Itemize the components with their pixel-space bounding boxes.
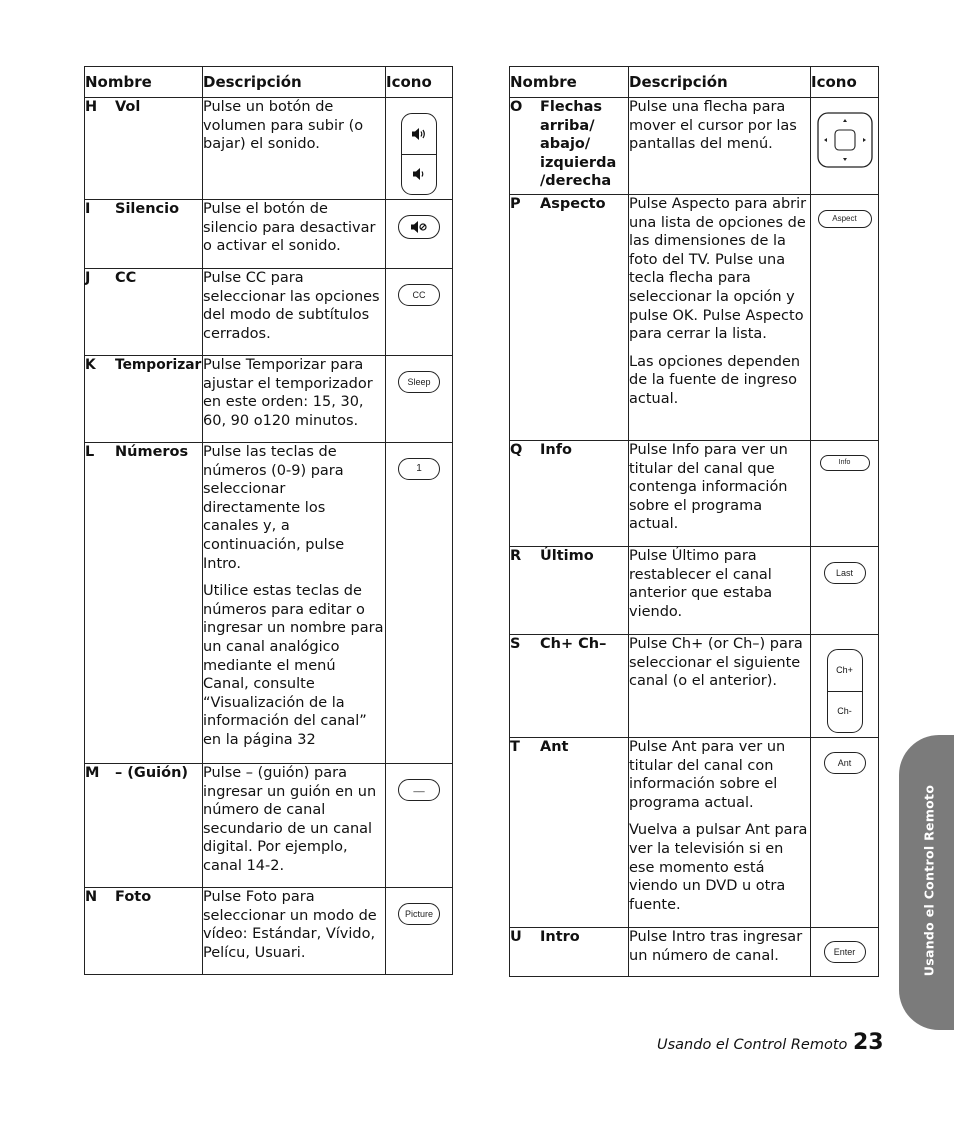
- row-letter: S: [510, 636, 521, 652]
- row-letter: H: [85, 99, 98, 115]
- table-row: [85, 269, 453, 356]
- table-row: [85, 888, 453, 975]
- row-description: Las opciones dependen de la fuente de ingreso actual.: [629, 353, 801, 407]
- chapter-tab-label: Usando el Control Remoto: [921, 784, 937, 977]
- row-name: Silencio: [115, 201, 180, 217]
- row-name: Vol: [115, 99, 141, 115]
- row-description: Pulse Foto para seleccionar un modo de vídeo: Estándar, Vívido, Pelícu, Usuari.: [203, 889, 377, 961]
- volume-up-icon: [402, 114, 436, 155]
- row-description: Pulse un botón de volumen para subir (o bajar) el sonido.: [203, 99, 364, 153]
- row-description: Pulse CC para seleccionar las opciones del modo de subtítulos cerrados.: [203, 270, 380, 342]
- row-description: Pulse las teclas de números (0-9) para seleccionar directamente los canales y, a continuación, pulse Intro.: [203, 444, 345, 572]
- enter-button-icon: Enter: [824, 941, 866, 963]
- row-letter: K: [85, 357, 96, 373]
- header-description: Descripción: [203, 67, 386, 98]
- mute-icon: [398, 215, 440, 239]
- table-row: [510, 738, 879, 928]
- table-row: [510, 195, 879, 441]
- row-letter: M: [85, 765, 100, 781]
- row-name: Flechas arriba/ abajo/ izquierda /derecha: [540, 99, 617, 190]
- row-letter: R: [510, 548, 522, 564]
- table-row: [85, 200, 453, 269]
- table-row: [510, 928, 879, 977]
- row-letter: Q: [510, 442, 523, 458]
- row-description: Pulse Aspecto para abrir una lista de opciones de las dimensiones de la foto del TV. Pulse una tecla flecha para seleccionar la opción y pulse OK. Pulse Aspecto para cerrar la lista.: [629, 196, 807, 343]
- row-description: Pulse Temporizar para ajustar el temporizador en este orden: 15, 30, 60, 90 o120 minutos.: [203, 357, 373, 429]
- cc-button-icon: CC: [398, 284, 440, 306]
- table-row: [510, 98, 879, 195]
- table-row: [85, 356, 453, 443]
- header-row: [85, 67, 453, 98]
- table-row: [85, 98, 453, 200]
- info-button-icon: Info: [820, 455, 870, 471]
- row-description: Pulse – (guión) para ingresar un guión en un número de canal secundario de un canal digital. Por ejemplo, canal 14-2.: [203, 765, 377, 874]
- row-letter: N: [85, 889, 98, 905]
- row-name: Números: [115, 444, 189, 460]
- right-table: [509, 66, 879, 977]
- row-name: Foto: [115, 889, 152, 905]
- row-name: Ant: [540, 739, 569, 755]
- footer-title: Usando el Control Remoto: [657, 1037, 848, 1053]
- row-letter: P: [510, 196, 521, 212]
- number-one-button-icon: 1: [398, 458, 440, 480]
- row-letter: U: [510, 929, 522, 945]
- header-icon: Icono: [811, 67, 879, 98]
- row-description: Pulse Ch+ (or Ch–) para seleccionar el siguiente canal (o el anterior).: [629, 636, 803, 690]
- row-name: Último: [540, 548, 594, 564]
- header-icon: Icono: [386, 67, 453, 98]
- row-letter: O: [510, 99, 523, 115]
- sleep-button-icon: Sleep: [398, 371, 440, 393]
- left-table: [84, 66, 453, 975]
- table-row: [85, 443, 453, 764]
- row-name: Info: [540, 442, 572, 458]
- page-number: 23: [853, 1030, 884, 1055]
- channel-down-icon: Ch-: [837, 706, 852, 717]
- last-button-icon: Last: [824, 562, 866, 584]
- row-letter: J: [85, 270, 91, 286]
- header-row: [510, 67, 879, 98]
- row-name: – (Guión): [115, 765, 189, 781]
- arrow-pad-icon: [817, 112, 873, 168]
- header-name: Nombre: [510, 67, 629, 98]
- volume-down-icon: [402, 154, 436, 194]
- row-description: Pulse Ant para ver un titular del canal con información sobre el programa actual.: [629, 739, 786, 811]
- header-name: Nombre: [85, 67, 203, 98]
- picture-button-icon: Picture: [398, 903, 440, 925]
- row-name: Intro: [540, 929, 580, 945]
- row-description: Utilice estas teclas de números para editar o ingresar un nombre para un canal analógico mediante el menú Canal, consulte “Visualización de la información del canal” en la página 32: [203, 583, 384, 748]
- aspect-button-icon: Aspect: [818, 210, 872, 228]
- table-row: [510, 441, 879, 547]
- volume-rocker-icon: [401, 113, 437, 195]
- table-row: [510, 635, 879, 738]
- row-letter: T: [510, 739, 520, 755]
- header-description: Descripción: [629, 67, 811, 98]
- channel-rocker-icon: [827, 649, 863, 733]
- row-description: Vuelva a pulsar Ant para ver la televisión si en ese momento está viendo un DVD u otra fuente.: [629, 822, 808, 913]
- table-row: [510, 547, 879, 635]
- row-description: Pulse Info para ver un titular del canal que contenga información sobre el programa actual.: [629, 442, 788, 533]
- ant-button-icon: Ant: [824, 752, 866, 774]
- row-description: Pulse el botón de silencio para desactivar o activar el sonido.: [203, 201, 376, 255]
- row-name: CC: [115, 270, 137, 286]
- table-row: [85, 764, 453, 888]
- row-name: Ch+ Ch–: [540, 636, 607, 652]
- row-letter: L: [85, 444, 95, 460]
- row-name: Aspecto: [540, 196, 606, 212]
- row-description: Pulse Intro tras ingresar un número de canal.: [629, 929, 803, 964]
- row-description: Pulse una flecha para mover el cursor por las pantallas del menú.: [629, 99, 797, 153]
- row-name: Temporizar: [115, 357, 202, 373]
- channel-up-icon: Ch+: [828, 650, 862, 692]
- row-letter: I: [85, 201, 91, 217]
- dash-button-icon: __: [398, 779, 440, 801]
- row-description: Pulse Último para restablecer el canal anterior que estaba viendo.: [629, 548, 773, 620]
